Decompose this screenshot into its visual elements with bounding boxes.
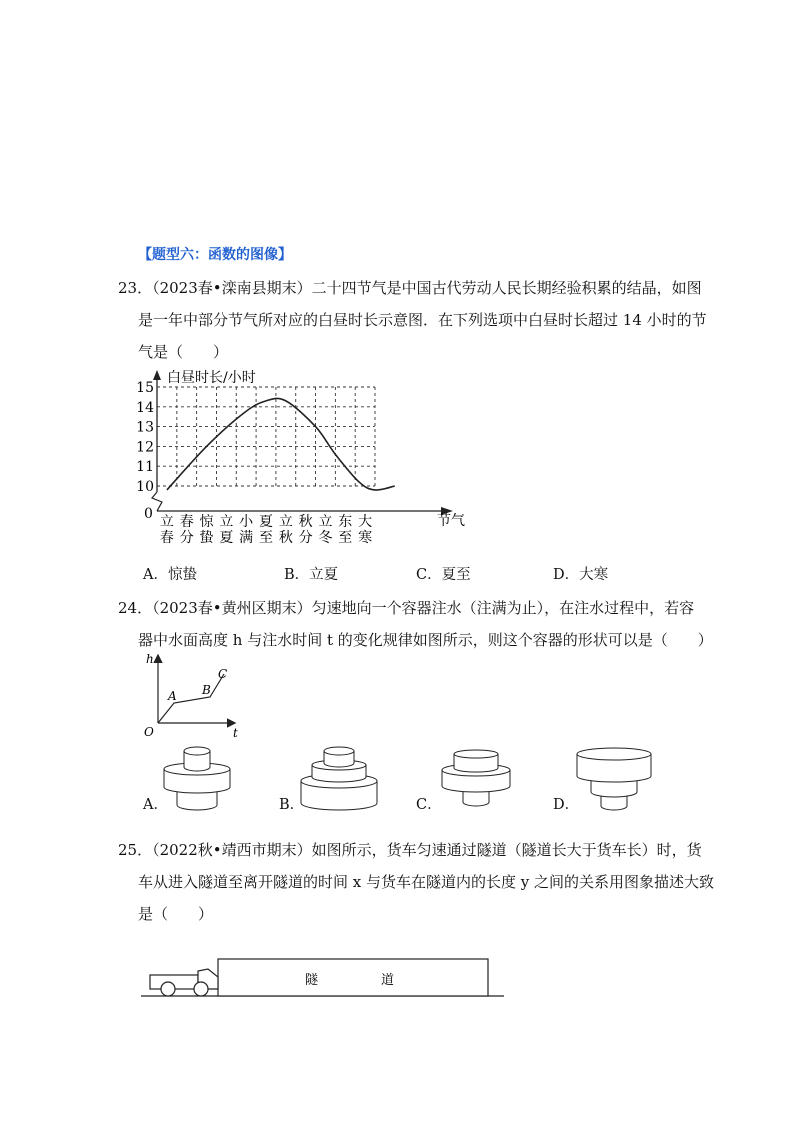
x-tick-label-top: 秋 — [298, 514, 313, 530]
chart-axes — [152, 370, 453, 515]
y-tick-label: 11 — [136, 459, 154, 476]
x-tick-label-bottom: 寒 — [358, 530, 373, 546]
q24-option-a[interactable]: A． — [143, 797, 168, 813]
q24-line2: 器中水面高度 h 与注水时间 t 的变化规律如图所示，则这个容器的形状可以是（ ） — [138, 631, 713, 649]
x-tick-label-bottom: 蛰 — [199, 530, 214, 546]
point-b-label: B — [202, 683, 211, 697]
q24-option-b[interactable]: B． — [279, 797, 305, 813]
x-tick-label-bottom: 至 — [259, 530, 273, 546]
tunnel-body — [218, 959, 488, 996]
x-tick-label-top: 夏 — [259, 514, 273, 530]
x-tick-label-bottom: 春 — [159, 530, 174, 546]
x-tick-label-bottom: 冬 — [318, 530, 333, 546]
y-tick-label: 12 — [136, 439, 154, 456]
q25-line2: 车从进入隧道至离开隧道的时间 x 与货车在隧道内的长度 y 之间的关系用图象描述大致 — [138, 873, 715, 891]
y-tick-label: 13 — [136, 419, 154, 436]
q23-daylight-chart — [135, 368, 475, 548]
q25-tunnel-diagram — [138, 955, 508, 1000]
x-tick-label-top: 惊 — [199, 514, 214, 530]
origin-o-label: O — [144, 725, 154, 739]
q23-line2: 是一年中部分节气所对应的白昼时长示意图．在下列选项中白昼时长超过 14 小时的节 — [138, 311, 707, 329]
y-tick-label: 15 — [136, 380, 154, 396]
x-tick-label-top: 立 — [219, 514, 234, 530]
container-a-icon[interactable] — [160, 743, 235, 815]
x-tick-label-bottom: 夏 — [219, 530, 234, 546]
x-tick-label-bottom: 秋 — [278, 530, 293, 546]
container-b-icon[interactable] — [298, 741, 380, 819]
section-heading: 【题型六：函数的图像】 — [138, 247, 292, 263]
y-tick-label: 14 — [136, 399, 154, 416]
q23-line1: 23．（2023春•滦南县期末）二十四节气是中国古代劳动人民长期经验积累的结晶，如图 — [118, 279, 702, 297]
x-tick-label-bottom: 分 — [179, 530, 194, 546]
q23-option-b[interactable]: B．立夏 — [284, 567, 339, 583]
x-tick-label-top: 立 — [278, 514, 293, 530]
x-tick-label-top: 立 — [318, 514, 333, 530]
q23-line3: 气是（ ） — [138, 343, 229, 361]
y-axis-arrow — [153, 370, 161, 380]
x-tick-label-top: 东 — [338, 514, 353, 530]
q24-water-graph — [138, 648, 243, 743]
x-tick-label-bottom: 分 — [298, 530, 313, 546]
q23-option-d[interactable]: D．大寒 — [553, 567, 609, 583]
q24-option-c[interactable]: C． — [416, 797, 442, 813]
truck-icon — [150, 969, 218, 996]
x-tick-label-bottom: 满 — [239, 530, 254, 546]
origin-label: 0 — [144, 506, 153, 522]
q25-line1: 25．（2022秋•靖西市期末）如图所示，货车匀速通过隧道（隧道长大于货车长）时，货 — [118, 841, 702, 859]
point-a-label: A — [168, 689, 177, 703]
q24-option-d[interactable]: D． — [553, 797, 580, 813]
x-axis-label: 节气 — [437, 513, 465, 529]
y-axis-label: 白昼时长/小时 — [167, 370, 256, 386]
q23-option-c[interactable]: C．夏至 — [416, 567, 471, 583]
daylight-curve — [167, 398, 395, 490]
q23-option-a[interactable]: A．惊蛰 — [143, 567, 197, 583]
tunnel-char-2: 道 — [381, 973, 395, 988]
container-c-icon[interactable] — [438, 744, 514, 814]
x-tick-labels — [160, 513, 372, 546]
t-axis-label: t — [233, 726, 238, 740]
q25-line3: 是（ ） — [138, 905, 214, 923]
x-tick-label-bottom: 至 — [338, 530, 353, 546]
x-tick-label-top: 立 — [159, 514, 174, 530]
h-axis-label: h — [146, 652, 154, 666]
container-d-icon[interactable] — [574, 744, 654, 818]
point-c-label: C — [218, 667, 228, 681]
x-tick-label-top: 春 — [179, 514, 194, 530]
tunnel-char-1: 隧 — [305, 973, 319, 988]
x-tick-label-top: 小 — [239, 514, 254, 530]
x-tick-label-top: 大 — [358, 514, 373, 530]
y-tick-labels — [136, 380, 154, 495]
y-tick-label: 10 — [136, 479, 154, 495]
chart-grid — [157, 387, 375, 486]
q24-line1: 24．（2023春•黄州区期末）匀速地向一个容器注水（注满为止），在注水过程中，若容 — [118, 599, 695, 617]
